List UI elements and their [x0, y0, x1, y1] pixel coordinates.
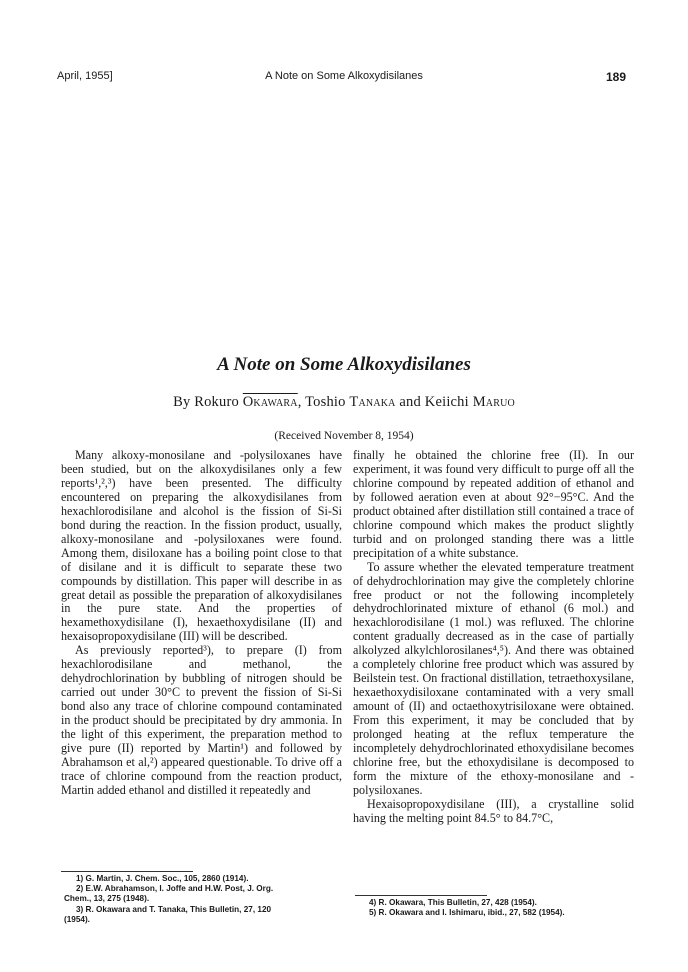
running-header-date: April, 1955] [57, 70, 113, 82]
body-column-left [61, 449, 342, 798]
author-3-surname: Maruo [472, 394, 515, 410]
footnote: 1) G. Martin, J. Chem. Soc., 105, 2860 (1914). [76, 874, 249, 883]
author-byline [0, 394, 688, 411]
byline-separator-2: and Keiichi [395, 394, 469, 410]
footnotes-left [64, 874, 345, 925]
footnote-divider [355, 895, 487, 896]
body-paragraph: Hexaisopropoxydisilane (III), a crystalline solid having the melting point 84.5° to 84.7°C, [353, 796, 634, 825]
running-header-title: A Note on Some Alkoxydisilanes [265, 70, 423, 82]
footnote: 4) R. Okawara, This Bulletin, 27, 428 (1954). [369, 898, 537, 907]
body-column-right [353, 449, 634, 826]
author-1-surname: Okawara [242, 394, 298, 410]
article-title: A Note on Some Alkoxydisilanes [217, 354, 471, 375]
body-paragraph: To assure whether the elevated temperature treatment of dehydrochlorination may give the completely chlorine free product or not the following incompletely dehydrochlorinated mixture of ethanol (6 mol.) and hexachlorodisilane (1 mol.) was refluxed. The chlorine content gradually decreased as in the case of partially alkolyzed alkylchlorosilanes⁴,⁵). And there was obtained a completely chlorine free product which was assured by Beilstein test. On fractional distillation, tetraethoxysilane, hexaethoxydisiloxane contaminated with a very small amount of (II) and octaethoxytrisiloxane were obtained. From this experiment, it may be concluded that by prolonged heating at the reflux temperature the incompletely dehydrochlorinated ethoxydisilane becomes chlorine free, but the ethoxydisilane is decomposed to form the mixture of the ethoxy-monosilane and -polysiloxanes. [353, 559, 634, 797]
body-paragraph: As previously reported³), to prepare (I) from hexachlorodisilane and methanol, the dehydrochlorination by bubbling of nitrogen should be carried out under 30°C to prevent the fission of Si-Si bond also any trace of chlorine compound contaminated in the product should be precipitated by dry ammonia. In the light of this experiment, the preparation method to give pure (II) reported by Martin¹) and followed by Abrahamson et al,²) appeared questionable. To drive off a trace of chlorine compound from the reaction product, Martin added ethanol and distilled it repeatedly and [61, 643, 342, 797]
byline-separator-1: , Toshio [297, 394, 346, 410]
author-2-surname: Tanaka [349, 394, 396, 410]
body-paragraph: Many alkoxy-monosilane and -polysiloxanes have been studied, but on the alkoxydisilanes only a few reports¹,²,³) have been presented. The difficulty encountered on preparing the alkoxydisilanes from hexachlorodisilane and alcohol is the fission of Si-Si bond during the reaction. In the fission product, usually, alkoxy-monosilane and -polysiloxanes were found. Among them, disiloxane has a boiling point close to that of disilane and it is difficult to separate these two compounds by distillation. This paper will describe in as great detail as possible the preparation of alkoxydisilanes in the pure state. And the properties of hexamethoxydisilane (I), hexaethoxydisilane (II) and hexaisopropoxydisilane (III) will be described. [61, 448, 342, 644]
footnote: 5) R. Okawara and I. Ishimaru, ibid., 27, 582 (1954). [369, 908, 565, 918]
page-number: 189 [605, 70, 626, 84]
footnote: 3) R. Okawara and T. Tanaka, This Bulletin, 27, 120 [76, 904, 272, 914]
footnotes-right [357, 898, 638, 918]
byline-prefix: By Rokuro [173, 394, 239, 410]
footnote-continuation: (1954). [64, 914, 90, 924]
body-paragraph: finally he obtained the chlorine free (II). In our experiment, it was found very difficult to purge off all the chlorine compound by repeated addition of ethanol and by followed aeration even at about 92°−95°C. And the product obtained after distillation still contained a trace of chlorine compound which makes the product slightly turbid and on prolonged standing there was a little precipitation of a white substance. [353, 448, 634, 560]
footnote-continuation: Chem., 13, 275 (1948). [64, 894, 150, 904]
footnote: 2) E.W. Abrahamson, I. Joffe and H.W. Post, J. Org. [76, 884, 274, 894]
footnote-divider [61, 871, 193, 872]
received-date: (Received November 8, 1954) [274, 430, 414, 442]
